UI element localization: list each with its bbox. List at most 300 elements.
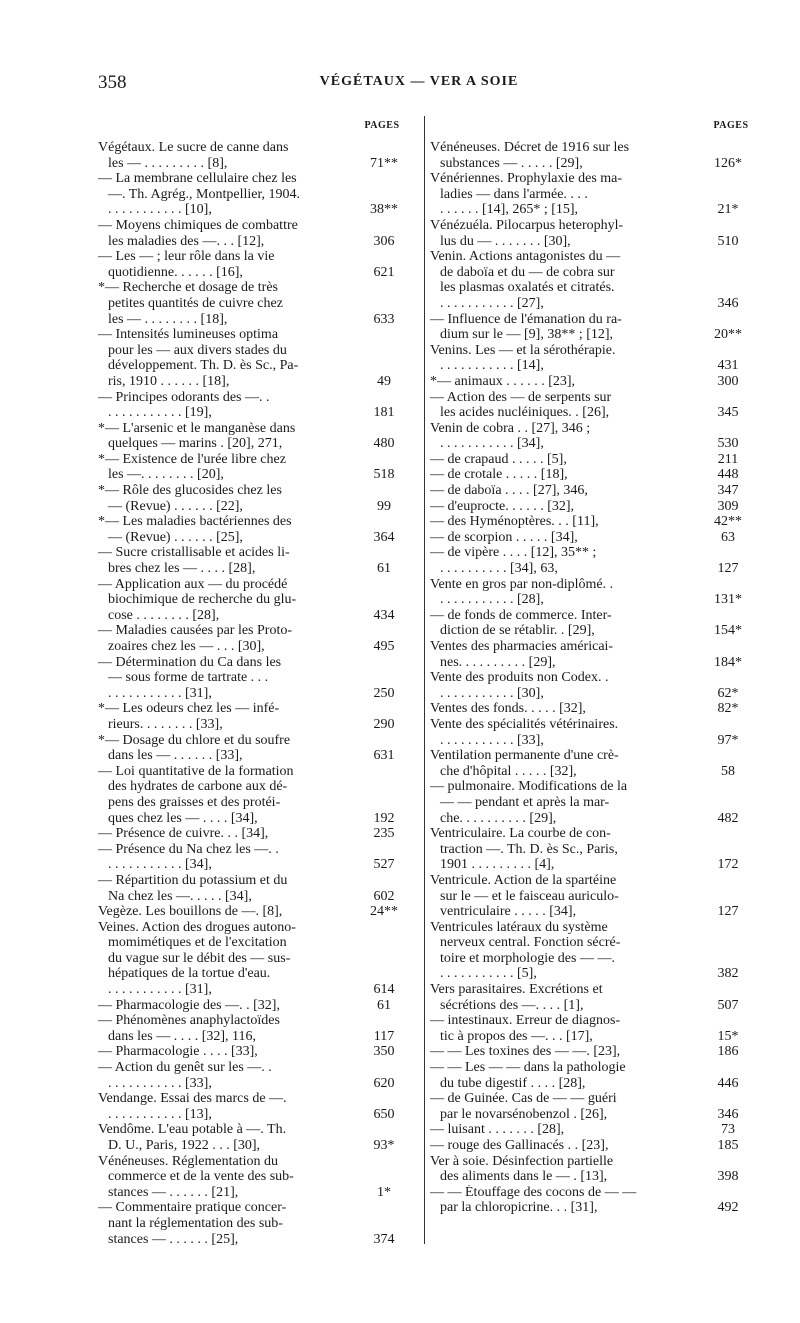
index-line: [430, 561, 760, 577]
index-entry-text: Ventes des fonds. . . . . [32],: [430, 701, 586, 717]
index-page-ref: 154*: [714, 623, 742, 639]
index-entry-text: nes. . . . . . . . . . [29],: [440, 654, 556, 670]
index-entry-text: Vente des produits non Codex. .: [430, 670, 609, 686]
index-entry-text: — Intensités lumineuses optima: [98, 327, 279, 343]
index-entry-text: tic à propos des —. . . [17],: [440, 1028, 593, 1044]
index-entry-text: Vendange. Essai des marcs de —.: [98, 1091, 287, 1107]
index-line: [98, 140, 416, 156]
index-entry-text: *— Dosage du chlore et du soufre: [98, 732, 291, 748]
index-entry-text: Vers parasitaires. Excrétions et: [430, 982, 603, 998]
index-line: [98, 312, 416, 328]
index-entry-text: sur le — et le faisceau auriculo-: [440, 888, 619, 904]
index-line: [98, 1029, 416, 1045]
index-entry-text: par la chloropicrine. . . [31],: [440, 1200, 598, 1216]
index-entry-text: petites quantités de cuivre chez: [108, 295, 283, 311]
index-page-ref: 530: [717, 436, 739, 452]
index-entry-text: —. Th. Agrég., Montpellier, 1904.: [108, 186, 301, 202]
index-line: [430, 483, 760, 499]
index-line: [98, 873, 416, 889]
index-line: [430, 296, 760, 312]
index-line: [98, 436, 416, 452]
index-entry-text: du tube digestif . . . . [28],: [440, 1075, 586, 1091]
index-entry-text: — — Les toxines des — —. [23],: [430, 1044, 621, 1060]
index-entry-text: Venin. Actions antagonistes du —: [430, 249, 621, 265]
index-line: [98, 358, 416, 374]
index-line: [98, 951, 416, 967]
index-page-ref: 300: [717, 373, 739, 389]
index-line: [98, 1076, 416, 1092]
index-entry-text: Vegèze. Les bouillons de —. [8],: [98, 904, 283, 920]
index-entry-text: — Moyens chimiques de combattre: [98, 217, 298, 233]
index-line: [430, 982, 760, 998]
index-entry-text: biochimique de recherche du glu-: [108, 592, 297, 608]
index-page-ref: 235: [373, 826, 395, 842]
index-entry-text: — La membrane cellulaire chez les: [98, 171, 297, 187]
index-line: [98, 452, 416, 468]
index-page-ref: 306: [373, 233, 395, 249]
index-line: [98, 857, 416, 873]
index-entry-text: . . . . . . . . . . . [10],: [108, 202, 212, 218]
index-entry-text: — Présence de cuivre. . . [34],: [98, 826, 269, 842]
index-line: [98, 966, 416, 982]
index-entry-text: . . . . . . . . . . [34], 63,: [440, 561, 558, 577]
index-line: [430, 686, 760, 702]
index-line: [430, 1076, 760, 1092]
index-entry-text: *— animaux . . . . . . [23],: [430, 373, 576, 389]
index-line: [430, 904, 760, 920]
index-page-ref: 446: [717, 1075, 739, 1091]
index-page-ref: 290: [373, 716, 395, 732]
index-line: [98, 717, 416, 733]
index-page-ref: 42**: [714, 514, 742, 530]
index-entry-text: cose . . . . . . . . [28],: [108, 607, 220, 623]
index-line: [430, 920, 760, 936]
index-page-ref: 345: [717, 405, 739, 421]
index-entry-text: . . . . . . . . . . . [30],: [440, 685, 544, 701]
index-line: [98, 202, 416, 218]
index-line: [98, 545, 416, 561]
index-entry-text: pour les — aux divers stades du: [108, 342, 287, 358]
index-page-ref: 1*: [377, 1184, 391, 1200]
index-line: [430, 390, 760, 406]
index-line: [430, 935, 760, 951]
index-line: [98, 655, 416, 671]
index-entry-text: — — Étouffage des cocons de — —: [430, 1184, 637, 1200]
index-entry-text: Ventricule. Action de la spartéine: [430, 872, 617, 888]
index-line: [98, 811, 416, 827]
index-page-ref: 38**: [370, 202, 398, 218]
index-page-ref: 15*: [717, 1028, 739, 1044]
index-entry-text: Vénériennes. Prophylaxie des ma-: [430, 171, 623, 187]
index-line: [98, 499, 416, 515]
index-entry-text: Vendôme. L'eau potable à —. Th.: [98, 1122, 287, 1138]
index-entry-text: — de daboïa . . . . [27], 346,: [430, 483, 588, 499]
index-line: [430, 499, 760, 515]
index-line: [98, 1138, 416, 1154]
index-page-ref: 347: [717, 483, 739, 499]
index-line: [98, 764, 416, 780]
index-line: [98, 187, 416, 203]
index-page-ref: 346: [717, 295, 739, 311]
index-entry-text: — de vipère . . . . [12], 35** ;: [430, 545, 597, 561]
index-line: [430, 1107, 760, 1123]
index-line: [98, 156, 416, 172]
index-entry-text: — de crotale . . . . . [18],: [430, 467, 568, 483]
index-page-ref: 350: [373, 1044, 395, 1060]
index-page-ref: 631: [373, 748, 395, 764]
index-entry-text: hépatiques de la tortue d'eau.: [108, 966, 271, 982]
index-page-ref: 309: [717, 498, 739, 514]
index-line: [98, 561, 416, 577]
index-entry-text: — Commentaire pratique concer-: [98, 1200, 287, 1216]
right-index-column: [430, 140, 760, 1216]
index-entry-text: Ventricules latéraux du système: [430, 919, 608, 935]
index-line: [98, 390, 416, 406]
index-line: [98, 998, 416, 1014]
index-line: [430, 1122, 760, 1138]
index-entry-text: du vague sur le débit des — sus-: [108, 950, 291, 966]
index-entry-text: *— Les odeurs chez les — infé-: [98, 701, 280, 717]
index-entry-text: substances — . . . . . [29],: [440, 155, 583, 171]
index-page-ref: 480: [373, 436, 395, 452]
index-page-ref: 346: [717, 1106, 739, 1122]
index-entry-text: — (Revue) . . . . . . [22],: [108, 498, 243, 514]
index-entry-text: les maladies des —. . . [12],: [108, 233, 265, 249]
index-line: [430, 1154, 760, 1170]
index-page-ref: 633: [373, 311, 395, 327]
index-entry-text: dans les — . . . . [32], 116,: [108, 1028, 257, 1044]
index-line: [430, 405, 760, 421]
index-entry-text: rieurs. . . . . . . . [33],: [108, 716, 223, 732]
index-page-ref: 49: [377, 373, 391, 389]
index-page-ref: 131*: [714, 592, 742, 608]
index-entry-text: . . . . . . . . . . . [27],: [440, 295, 544, 311]
page-number: 358: [98, 72, 127, 93]
index-page-ref: 117: [373, 1028, 395, 1044]
index-page-ref: 93*: [373, 1138, 395, 1153]
index-line: [98, 1216, 416, 1232]
index-entry-text: — Sucre cristallisable et acides li-: [98, 545, 290, 561]
index-entry-text: . . . . . . . . . . . [31],: [108, 982, 212, 998]
index-line: [98, 234, 416, 250]
index-page-ref: 71**: [370, 155, 398, 171]
left-index-column: [98, 140, 416, 1247]
index-line: [430, 842, 760, 858]
index-line: [430, 436, 760, 452]
index-page-ref: 602: [373, 888, 395, 904]
index-entry-text: — Maladies causées par les Proto-: [98, 623, 292, 639]
index-line: [98, 249, 416, 265]
index-entry-text: — Répartition du potassium et du: [98, 872, 288, 888]
index-line: [430, 234, 760, 250]
index-line: [98, 1232, 416, 1248]
index-entry-text: Vénéneuses. Décret de 1916 sur les: [430, 140, 630, 155]
index-entry-text: dium sur le — [9], 38** ; [12],: [440, 327, 614, 343]
index-line: [98, 483, 416, 499]
index-entry-text: les —. . . . . . . . [20],: [108, 467, 224, 483]
index-line: [430, 265, 760, 281]
index-entry-text: des aliments dans le — . [13],: [440, 1169, 608, 1185]
index-line: [98, 296, 416, 312]
index-entry-text: . . . . . . . . . . . [13],: [108, 1106, 212, 1122]
index-line: [98, 577, 416, 593]
index-page-ref: 518: [373, 467, 395, 483]
index-line: [98, 1154, 416, 1170]
index-entry-text: — Détermination du Ca dans les: [98, 654, 282, 670]
index-page-ref: 250: [373, 685, 395, 701]
index-page-ref: 398: [717, 1169, 739, 1185]
index-entry-text: diction de se rétablir. . [29],: [440, 623, 595, 639]
index-line: [430, 187, 760, 203]
index-entry-text: par le novarsénobenzol . [26],: [440, 1106, 608, 1122]
index-entry-text: Venins. Les — et la sérothérapie.: [430, 342, 616, 358]
index-entry-text: toire et morphologie des — —.: [440, 950, 615, 966]
index-line: [430, 1013, 760, 1029]
index-entry-text: — — pendant et après la mar-: [440, 794, 610, 810]
index-entry-text: . . . . . . . . . . . [34],: [108, 857, 212, 873]
index-line: [430, 312, 760, 328]
left-pages-label: PAGES: [364, 120, 400, 131]
index-entry-text: — de fonds de commerce. Inter-: [430, 607, 612, 623]
index-entry-text: . . . . . . . . . . . [33],: [108, 1075, 212, 1091]
index-line: [430, 717, 760, 733]
index-page-ref: 527: [373, 857, 395, 873]
index-entry-text: — pulmonaire. Modifications de la: [430, 779, 628, 795]
index-line: [430, 889, 760, 905]
index-line: [430, 545, 760, 561]
index-line: [98, 592, 416, 608]
index-entry-text: . . . . . . . . . . . [14],: [440, 358, 544, 374]
index-entry-text: — de crapaud . . . . . [5],: [430, 451, 567, 467]
index-entry-text: traction —. Th. D. ès Sc., Paris,: [440, 841, 618, 857]
index-line: [430, 966, 760, 982]
index-entry-text: commerce et de la vente des sub-: [108, 1169, 294, 1185]
index-line: [430, 826, 760, 842]
index-line: [430, 951, 760, 967]
index-line: [430, 779, 760, 795]
index-entry-text: *— Les maladies bactériennes des: [98, 514, 292, 530]
index-entry-text: Venin de cobra . . [27], 346 ;: [430, 420, 591, 436]
index-page-ref: 61: [377, 997, 391, 1013]
index-line: [98, 1091, 416, 1107]
index-entry-text: Ventilation permanente d'une crè-: [430, 748, 619, 764]
index-entry-text: — Pharmacologie des —. . [32],: [98, 997, 280, 1013]
index-entry-text: — Phénomènes anaphylactoïdes: [98, 1013, 280, 1029]
index-line: [98, 982, 416, 998]
index-line: [430, 140, 760, 156]
index-line: [98, 421, 416, 437]
index-line: [430, 655, 760, 671]
index-page-ref: 127: [717, 904, 739, 920]
index-page-ref: 186: [717, 1044, 739, 1060]
index-line: [98, 530, 416, 546]
index-entry-text: momimétiques et de l'excitation: [108, 935, 287, 951]
index-entry-text: — intestinaux. Erreur de diagnos-: [430, 1013, 621, 1029]
index-page-ref: 510: [717, 233, 739, 249]
index-line: [430, 592, 760, 608]
index-entry-text: Ver à soie. Désinfection partielle: [430, 1153, 614, 1169]
index-line: [430, 577, 760, 593]
index-page-ref: 492: [717, 1200, 739, 1216]
index-line: [98, 280, 416, 296]
index-line: [430, 764, 760, 780]
index-line: [430, 374, 760, 390]
index-line: [98, 623, 416, 639]
index-entry-text: Ventes des pharmacies américai-: [430, 639, 614, 654]
index-line: [98, 733, 416, 749]
index-page-ref: 62*: [717, 685, 739, 701]
index-line: [430, 608, 760, 624]
index-line: [430, 467, 760, 483]
index-entry-text: stances — . . . . . . [21],: [108, 1184, 239, 1200]
index-entry-text: Vente en gros par non-diplômé. .: [430, 576, 614, 592]
index-entry-text: Végétaux. Le sucre de canne dans: [98, 140, 289, 155]
page-header: [98, 72, 740, 96]
index-page-ref: 58: [721, 763, 735, 779]
index-entry-text: *— L'arsenic et le manganèse dans: [98, 420, 296, 436]
index-page-ref: 650: [373, 1106, 395, 1122]
index-line: [430, 343, 760, 359]
index-page-ref: 184*: [714, 654, 742, 670]
index-page-ref: 448: [717, 467, 739, 483]
index-page-ref: 374: [373, 1231, 395, 1247]
index-entry-text: — de scorpion . . . . . [34],: [430, 529, 578, 545]
index-page-ref: 382: [717, 966, 739, 982]
index-line: [98, 467, 416, 483]
index-page-ref: 495: [373, 639, 395, 654]
index-entry-text: nant la réglementation des sub-: [108, 1215, 283, 1231]
index-entry-text: *— Existence de l'urée libre chez: [98, 451, 286, 467]
index-page-ref: 63: [721, 529, 735, 545]
index-page-ref: 185: [717, 1138, 739, 1153]
index-entry-text: — Présence du Na chez les —. .: [98, 841, 279, 857]
index-line: [430, 748, 760, 764]
index-entry-text: lus du — . . . . . . . [30],: [440, 233, 571, 249]
index-entry-text: de daboïa et du — de cobra sur: [440, 264, 615, 280]
index-page-ref: 614: [373, 982, 395, 998]
index-entry-text: Ventriculaire. La courbe de con-: [430, 826, 611, 842]
index-line: [430, 218, 760, 234]
running-title: VÉGÉTAUX — VER A SOIE: [319, 74, 519, 89]
index-line: [430, 795, 760, 811]
index-line: [430, 670, 760, 686]
index-line: [430, 280, 760, 296]
index-page-ref: 24**: [370, 904, 398, 920]
index-entry-text: . . . . . . . . . . . [19],: [108, 405, 212, 421]
index-entry-text: développement. Th. D. ès Sc., Pa-: [108, 358, 299, 374]
index-page-ref: 99: [377, 498, 391, 514]
index-line: [98, 904, 416, 920]
index-line: [430, 530, 760, 546]
index-line: [98, 514, 416, 530]
index-entry-text: — sous forme de tartrate . . .: [108, 670, 269, 686]
index-line: [430, 1200, 760, 1216]
index-line: [98, 327, 416, 343]
index-entry-text: quotidienne. . . . . . [16],: [108, 264, 243, 280]
index-line: [98, 171, 416, 187]
index-entry-text: — — Les — — dans la pathologie: [430, 1060, 626, 1076]
index-page-ref: 211: [717, 451, 739, 467]
index-line: [430, 156, 760, 172]
index-entry-text: Veines. Action des drogues autono-: [98, 919, 296, 935]
index-line: [430, 1029, 760, 1045]
index-page-ref: 21*: [717, 202, 739, 218]
index-entry-text: — Action du genêt sur les —. .: [98, 1060, 272, 1076]
index-line: [98, 1122, 416, 1138]
index-entry-text: — Loi quantitative de la formation: [98, 763, 294, 779]
index-entry-text: des hydrates de carbone aux dé-: [108, 779, 288, 795]
index-entry-text: — Principes odorants des —. .: [98, 389, 270, 405]
index-entry-text: bres chez les — . . . . [28],: [108, 561, 256, 577]
index-line: [430, 358, 760, 374]
index-entry-text: — des Hyménoptères. . . [11],: [430, 514, 599, 530]
index-line: [98, 343, 416, 359]
index-line: [98, 920, 416, 936]
index-entry-text: che. . . . . . . . . . [29],: [440, 810, 557, 826]
index-entry-text: nerveux central. Fonction sécré-: [440, 935, 621, 951]
index-page-ref: 127: [717, 561, 739, 577]
index-entry-text: — de Guinée. Cas de — — guéri: [430, 1091, 617, 1107]
index-line: [98, 1013, 416, 1029]
index-entry-text: dans les — . . . . . . [33],: [108, 748, 243, 764]
index-line: [98, 935, 416, 951]
index-line: [430, 998, 760, 1014]
index-line: [430, 452, 760, 468]
index-page-ref: 172: [717, 857, 739, 873]
index-entry-text: stances — . . . . . . [25],: [108, 1231, 239, 1247]
index-entry-text: — (Revue) . . . . . . [25],: [108, 529, 243, 545]
index-page-ref: 507: [717, 997, 739, 1013]
index-page-ref: 192: [373, 810, 395, 826]
index-line: [430, 249, 760, 265]
index-line: [430, 701, 760, 717]
index-page-ref: 364: [373, 529, 395, 545]
index-entry-text: les plasmas oxalatés et citratés.: [440, 280, 615, 296]
index-line: [430, 1044, 760, 1060]
index-entry-text: 1901 . . . . . . . . . [4],: [440, 857, 555, 873]
index-line: [430, 811, 760, 827]
index-entry-text: che d'hôpital . . . . . [32],: [440, 763, 577, 779]
index-line: [98, 1107, 416, 1123]
index-entry-text: — Application aux — du procédé: [98, 576, 288, 592]
index-entry-text: Vente des spécialités vétérinaires.: [430, 716, 619, 732]
index-entry-text: ris, 1910 . . . . . . [18],: [108, 373, 230, 389]
index-entry-text: . . . . . . . . . . . [33],: [440, 732, 544, 748]
index-entry-text: pens des graisses et des protéi-: [108, 794, 281, 810]
index-page-ref: 82*: [717, 701, 739, 717]
index-line: [430, 623, 760, 639]
index-entry-text: ques chez les — . . . . [34],: [108, 810, 258, 826]
index-entry-text: . . . . . . . . . . . [31],: [108, 685, 212, 701]
index-line: [98, 405, 416, 421]
index-page-ref: 181: [373, 405, 395, 421]
index-entry-text: Vénéneuses. Réglementation du: [98, 1153, 279, 1169]
index-entry-text: — d'euprocte. . . . . . [32],: [430, 498, 575, 514]
index-line: [98, 265, 416, 281]
index-line: [430, 639, 760, 655]
index-line: [98, 218, 416, 234]
index-line: [98, 748, 416, 764]
index-line: [430, 514, 760, 530]
index-page-ref: 20**: [714, 327, 742, 343]
index-line: [430, 1060, 760, 1076]
index-line: [430, 202, 760, 218]
index-page-ref: 620: [373, 1075, 395, 1091]
index-entry-text: — Les — ; leur rôle dans la vie: [98, 249, 275, 265]
index-line: [98, 795, 416, 811]
index-entry-text: — Pharmacologie . . . . [33],: [98, 1044, 258, 1060]
index-line: [98, 1185, 416, 1201]
